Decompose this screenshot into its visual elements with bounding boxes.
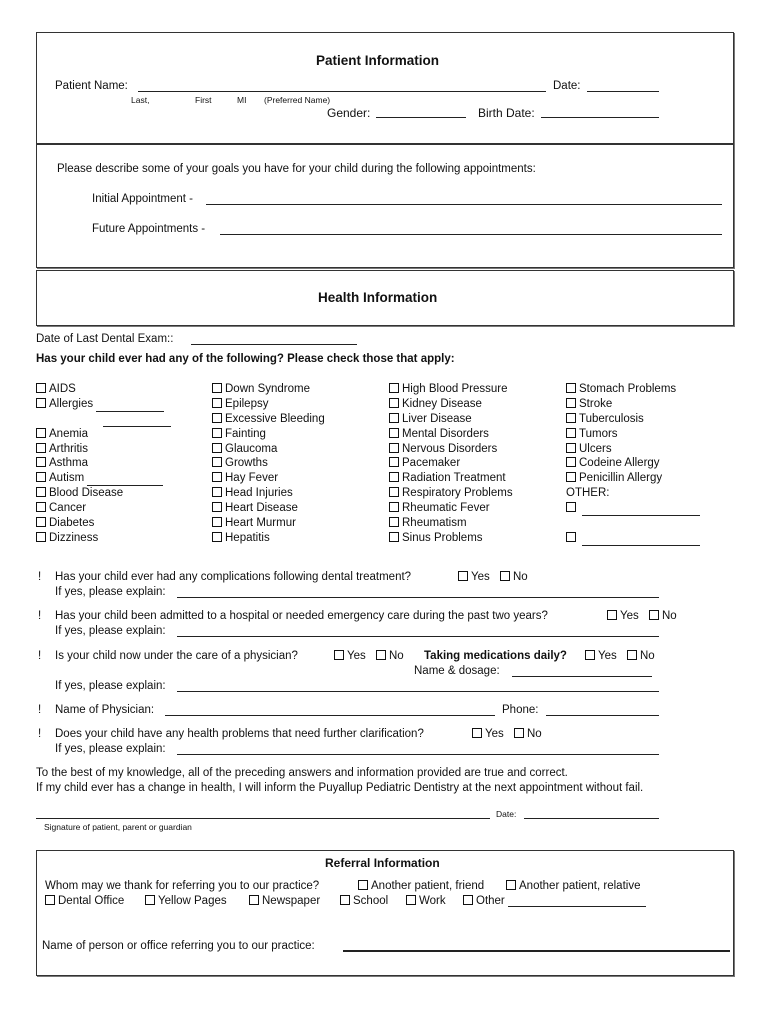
patient-name-label: Patient Name: [55, 80, 128, 92]
bullet: ! [38, 704, 42, 716]
checkbox[interactable] [607, 610, 617, 620]
checkbox[interactable] [36, 457, 46, 467]
q5-text: Does your child have any health problems that need further clarification? [55, 728, 424, 740]
q3-explain-label: If yes, please explain: [55, 680, 166, 692]
q3-no[interactable]: No [376, 650, 404, 662]
other-field-1[interactable] [566, 501, 700, 516]
condition-item[interactable]: Tuberculosis [566, 412, 700, 427]
checkbox[interactable] [463, 895, 473, 905]
condition-item[interactable]: Growths [212, 456, 325, 471]
sig-date-label: Date: [496, 809, 517, 819]
q5-no[interactable]: No [514, 728, 542, 740]
checkbox[interactable] [389, 457, 399, 467]
referral-opt-patient-friend[interactable]: Another patient, friend [358, 880, 484, 892]
checkbox[interactable] [566, 398, 576, 408]
checkbox[interactable] [36, 532, 46, 542]
checkbox[interactable] [358, 880, 368, 890]
checkbox[interactable] [406, 895, 416, 905]
q3-yes[interactable]: Yes [334, 650, 366, 662]
certify-line-1: To the best of my knowledge, all of the preceding answers and information provided are true and correct. [36, 767, 568, 779]
bullet: ! [38, 610, 42, 622]
checkbox[interactable] [389, 502, 399, 512]
checkbox[interactable] [627, 650, 637, 660]
referral-name-label: Name of person or office referring you to our practice: [42, 940, 315, 952]
goals-prompt: Please describe some of your goals you have for your child during the following appointments: [57, 163, 536, 175]
gender-label: Gender: [327, 106, 371, 120]
condition-item[interactable]: Heart Disease [212, 501, 325, 516]
condition-item[interactable]: Rheumatism [389, 516, 513, 531]
q3-explain-field[interactable] [177, 681, 659, 692]
allergies-field-2[interactable] [36, 412, 171, 427]
date-label: Date: [553, 80, 581, 92]
checkbox[interactable] [585, 650, 595, 660]
checkbox[interactable] [212, 487, 222, 497]
conditions-col-4 [566, 382, 700, 546]
checkbox[interactable] [36, 443, 46, 453]
checkbox[interactable] [389, 532, 399, 542]
sub-last: Last, [131, 95, 150, 105]
bullet: ! [38, 571, 42, 583]
condition-item[interactable]: Codeine Allergy [566, 456, 700, 471]
condition-dizziness[interactable]: Dizziness [36, 531, 171, 546]
condition-item[interactable]: Glaucoma [212, 442, 325, 457]
referral-opt-school[interactable]: School [340, 895, 388, 907]
checkbox[interactable] [212, 413, 222, 423]
checkbox[interactable] [334, 650, 344, 660]
autism-field[interactable] [87, 475, 163, 486]
checkbox[interactable] [36, 428, 46, 438]
checkbox[interactable] [212, 398, 222, 408]
condition-item[interactable]: Hepatitis [212, 531, 325, 546]
conditions-question: Has your child ever had any of the following? Please check those that apply: [36, 353, 455, 365]
certify-line-2: If my child ever has a change in health, I will inform the Puyallup Pediatric Dentistry at the next appointment without fail. [36, 782, 644, 794]
checkbox[interactable] [566, 443, 576, 453]
checkbox[interactable] [566, 428, 576, 438]
checkbox[interactable] [458, 571, 468, 581]
checkbox[interactable] [389, 517, 399, 527]
condition-item[interactable]: Hay Fever [212, 471, 325, 486]
conditions-col-2 [212, 382, 325, 546]
sub-first: First [195, 95, 212, 105]
checkbox[interactable] [566, 502, 576, 512]
q2-explain-field[interactable] [177, 626, 659, 637]
checkbox[interactable] [389, 383, 399, 393]
date-field[interactable] [587, 81, 659, 92]
q1-text: Has your child ever had any complications following dental treatment? [55, 571, 412, 583]
condition-asthma[interactable]: Asthma [36, 456, 171, 471]
bullet: ! [38, 728, 42, 740]
checkbox[interactable] [212, 517, 222, 527]
referral-opt-other[interactable]: Other [463, 895, 646, 907]
physician-field[interactable] [165, 705, 495, 716]
q3b-no[interactable]: No [627, 650, 655, 662]
referral-title: Referral Information [325, 856, 440, 870]
checkbox[interactable] [472, 728, 482, 738]
referral-opt-dental-office[interactable]: Dental Office [45, 895, 124, 907]
conditions-col-1 [36, 382, 171, 546]
checkbox[interactable] [145, 895, 155, 905]
checkbox[interactable] [389, 487, 399, 497]
checkbox[interactable] [212, 502, 222, 512]
checkbox[interactable] [212, 428, 222, 438]
q2-text: Has your child been admitted to a hospital or needed emergency care during the past two years? [55, 610, 548, 622]
checkbox[interactable] [212, 443, 222, 453]
q1-no[interactable]: No [500, 571, 528, 583]
condition-item[interactable]: Respiratory Problems [389, 486, 513, 501]
initial-appt-field[interactable] [206, 194, 722, 205]
condition-item[interactable]: Stomach Problems [566, 382, 700, 397]
q5-explain-label: If yes, please explain: [55, 743, 166, 755]
q2-no[interactable]: No [649, 610, 677, 622]
signature-field[interactable] [36, 808, 490, 819]
q3-text: Is your child now under the care of a physician? [55, 650, 298, 662]
initial-appt-label: Initial Appointment - [92, 193, 194, 205]
condition-cancer[interactable]: Cancer [36, 501, 171, 516]
checkbox[interactable] [389, 472, 399, 482]
last-exam-label: Date of Last Dental Exam:: [36, 333, 174, 345]
condition-item[interactable]: Penicillin Allergy [566, 471, 700, 486]
condition-item[interactable]: Tumors [566, 427, 700, 442]
checkbox[interactable] [212, 383, 222, 393]
phone-field[interactable] [546, 705, 659, 716]
q1-yes[interactable]: Yes [458, 571, 490, 583]
checkbox[interactable] [566, 383, 576, 393]
patient-info-title: Patient Information [316, 53, 440, 68]
future-appt-field[interactable] [220, 224, 722, 235]
condition-item[interactable]: Radiation Treatment [389, 471, 513, 486]
checkbox[interactable] [212, 532, 222, 542]
bullet: ! [38, 650, 42, 662]
checkbox[interactable] [566, 472, 576, 482]
condition-item[interactable]: Sinus Problems [389, 531, 513, 546]
checkbox[interactable] [649, 610, 659, 620]
checkbox[interactable] [45, 895, 55, 905]
referral-opt-newspaper[interactable]: Newspaper [249, 895, 320, 907]
q1-explain-label: If yes, please explain: [55, 586, 166, 598]
condition-item[interactable]: Nervous Disorders [389, 442, 513, 457]
dosage-field[interactable] [512, 666, 652, 677]
condition-item[interactable]: Excessive Bleeding [212, 412, 325, 427]
condition-item[interactable]: Rheumatic Fever [389, 501, 513, 516]
checkbox[interactable] [36, 383, 46, 393]
checkbox[interactable] [36, 517, 46, 527]
referral-opt-work[interactable]: Work [406, 895, 446, 907]
checkbox[interactable] [514, 728, 524, 738]
checkbox[interactable] [36, 472, 46, 482]
other-field-2[interactable] [566, 531, 700, 546]
checkbox[interactable] [506, 880, 516, 890]
condition-diabetes[interactable]: Diabetes [36, 516, 171, 531]
condition-item[interactable]: Ulcers [566, 442, 700, 457]
checkbox[interactable] [566, 413, 576, 423]
checkbox[interactable] [389, 443, 399, 453]
checkbox[interactable] [566, 532, 576, 542]
other-label: OTHER: [566, 487, 610, 500]
condition-item[interactable]: Fainting [212, 427, 325, 442]
checkbox[interactable] [389, 413, 399, 423]
checkbox[interactable] [36, 398, 46, 408]
checkbox[interactable] [500, 571, 510, 581]
condition-arthritis[interactable]: Arthritis [36, 442, 171, 457]
sub-mi: MI [237, 95, 247, 105]
birth-date-field[interactable] [541, 107, 659, 118]
conditions-col-3 [389, 382, 513, 546]
condition-item[interactable]: Head Injuries [212, 486, 325, 501]
q3b-text: Taking medications daily? [424, 650, 567, 662]
condition-item[interactable]: Heart Murmur [212, 516, 325, 531]
sig-date-field[interactable] [524, 808, 659, 819]
birth-date-label: Birth Date: [478, 106, 535, 120]
condition-item[interactable]: High Blood Pressure [389, 382, 513, 397]
q5-explain-field[interactable] [177, 744, 659, 755]
q3b-yes[interactable]: Yes [585, 650, 617, 662]
checkbox[interactable] [212, 472, 222, 482]
referral-opt-patient-relative[interactable]: Another patient, relative [506, 880, 640, 892]
referral-name-field[interactable] [343, 940, 730, 952]
referral-opt-yellow-pages[interactable]: Yellow Pages [145, 895, 227, 907]
checkbox[interactable] [36, 487, 46, 497]
condition-aids[interactable]: AIDS [36, 382, 171, 397]
condition-item[interactable]: Pacemaker [389, 456, 513, 471]
condition-item[interactable]: Kidney Disease [389, 397, 513, 412]
checkbox[interactable] [566, 457, 576, 467]
last-exam-field[interactable] [191, 334, 357, 345]
patient-name-field[interactable] [138, 81, 546, 92]
q5-yes[interactable]: Yes [472, 728, 504, 740]
condition-blood-disease[interactable]: Blood Disease [36, 486, 171, 501]
condition-allergies[interactable]: Allergies [36, 397, 171, 412]
phone-label: Phone: [502, 704, 539, 716]
signature-label: Signature of patient, parent or guardian [44, 822, 192, 832]
sub-preferred: (Preferred Name) [264, 95, 331, 105]
condition-item[interactable]: Stroke [566, 397, 700, 412]
condition-anemia[interactable]: Anemia [36, 427, 171, 442]
q2-yes[interactable]: Yes [607, 610, 639, 622]
condition-item[interactable]: Down Syndrome [212, 382, 325, 397]
q1-explain-field[interactable] [177, 587, 659, 598]
q4-text: Name of Physician: [55, 704, 155, 716]
condition-autism[interactable]: Autism [36, 471, 171, 486]
gender-field[interactable] [376, 107, 466, 118]
q3c-label: Name & dosage: [414, 665, 500, 677]
checkbox[interactable] [389, 398, 399, 408]
checkbox[interactable] [249, 895, 259, 905]
checkbox[interactable] [212, 457, 222, 467]
checkbox[interactable] [376, 650, 386, 660]
health-info-title: Health Information [318, 290, 438, 305]
condition-item[interactable]: Liver Disease [389, 412, 513, 427]
checkbox[interactable] [36, 502, 46, 512]
condition-item[interactable]: Epilepsy [212, 397, 325, 412]
referral-question: Whom may we thank for referring you to our practice? [45, 880, 320, 892]
future-appt-label: Future Appointments - [92, 223, 206, 235]
q2-explain-label: If yes, please explain: [55, 625, 166, 637]
allergies-field[interactable] [96, 401, 164, 412]
checkbox[interactable] [389, 428, 399, 438]
referral-other-field[interactable] [508, 896, 646, 907]
condition-item[interactable]: Mental Disorders [389, 427, 513, 442]
checkbox[interactable] [340, 895, 350, 905]
